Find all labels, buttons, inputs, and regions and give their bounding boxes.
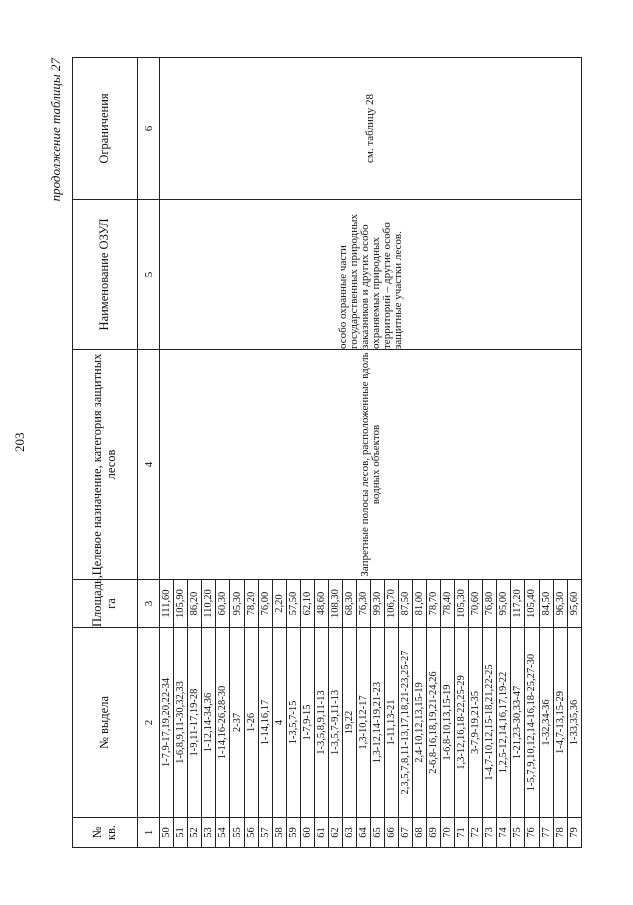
cell-kv: 65 — [370, 818, 384, 848]
cell-kv: 69 — [427, 818, 441, 848]
header-category: Целевое назначение, категория защитных лесов — [73, 350, 138, 580]
cell-vydel: 1-7,9-15 — [300, 628, 314, 818]
cell-vydel: 1-4,7-13,15-29 — [553, 628, 567, 818]
cell-area: 76,30 — [356, 580, 370, 628]
cell-vydel: 1-6,8-10,13,15-19 — [441, 628, 455, 818]
cell-area: 84,50 — [539, 580, 553, 628]
cell-vydel: 1,3-12,14-19,21-23 — [370, 628, 384, 818]
cell-kv: 54 — [216, 818, 230, 848]
cell-area: 48,60 — [314, 580, 328, 628]
cell-vydel: 19,22 — [342, 628, 356, 818]
cell-area: 70,60 — [469, 580, 483, 628]
header-area: Площадь, га — [73, 580, 138, 628]
cell-vydel: 2,3,5,7,8,11-13,17,18,21-23,25-27 — [399, 628, 413, 818]
cell-vydel: 1-5,7,9,10,12,14-16,18-25,27-30 — [525, 628, 539, 818]
cell-vydel: 1-26 — [244, 628, 258, 818]
cell-kv: 56 — [244, 818, 258, 848]
cell-kv: 64 — [356, 818, 370, 848]
cell-area: 76,80 — [483, 580, 497, 628]
cell-vydel: 1-3,5,8,9,11-13 — [314, 628, 328, 818]
column-number: 4 — [138, 350, 160, 580]
cell-kv: 67 — [399, 818, 413, 848]
limits-cell: см. таблицу 28 — [160, 58, 582, 200]
header-kv: № кв. — [73, 818, 138, 848]
cell-vydel: 1,2,5-12,14,16,17,19-22 — [497, 628, 511, 818]
column-number: 3 — [138, 580, 160, 628]
cell-area: 95,60 — [567, 580, 581, 628]
cell-area: 106,70 — [385, 580, 399, 628]
continuation-caption: продолжение таблицы 27 — [48, 58, 63, 202]
cell-area: 78,40 — [441, 580, 455, 628]
cell-area: 87,50 — [399, 580, 413, 628]
cell-area: 95,30 — [230, 580, 244, 628]
cell-vydel: 1-3,5,7-9,11-13 — [328, 628, 342, 818]
cell-kv: 51 — [174, 818, 188, 848]
column-number-row — [138, 58, 160, 848]
cell-area: 86,20 — [188, 580, 202, 628]
cell-area: 110,20 — [202, 580, 216, 628]
cell-kv: 60 — [300, 818, 314, 848]
cell-kv: 53 — [202, 818, 216, 848]
cell-area: 99,30 — [370, 580, 384, 628]
column-number: 6 — [138, 58, 160, 200]
cell-area: 78,20 — [244, 580, 258, 628]
column-number: 2 — [138, 628, 160, 818]
header-row — [73, 58, 138, 848]
cell-kv: 59 — [286, 818, 300, 848]
cell-area: 57,50 — [286, 580, 300, 628]
cell-vydel: 2-37 — [230, 628, 244, 818]
cell-kv: 77 — [539, 818, 553, 848]
cell-area: 2,20 — [272, 580, 286, 628]
cell-kv: 63 — [342, 818, 356, 848]
cell-vydel: 3-7,9-19,21-35 — [469, 628, 483, 818]
cell-kv: 73 — [483, 818, 497, 848]
cell-vydel: 2,4-10,12,13,15-19 — [413, 628, 427, 818]
cell-vydel: 1-9,11-17,19-28 — [188, 628, 202, 818]
cell-area: 76,00 — [258, 580, 272, 628]
cell-kv: 66 — [385, 818, 399, 848]
cell-area: 95,00 — [497, 580, 511, 628]
cell-vydel: 1-4,7-10,12,15-18,21,22-25 — [483, 628, 497, 818]
cell-kv: 52 — [188, 818, 202, 848]
column-number: 5 — [138, 200, 160, 350]
cell-area: 105,30 — [455, 580, 469, 628]
cell-vydel: 2-6,8-16,18,19,21-24,26 — [427, 628, 441, 818]
cell-vydel: 1-7,9-17,19,20,22-34 — [160, 628, 174, 818]
cell-kv: 57 — [258, 818, 272, 848]
cell-kv: 55 — [230, 818, 244, 848]
ozul-cell: особо охранные части государственных природных заказников и других особо охраняемых природных территорий – другие особо защитные участки лесов. — [160, 200, 582, 350]
header-limits: Ограничения — [73, 58, 138, 200]
cell-vydel: 1,3-10,12-17 — [356, 628, 370, 818]
cell-vydel: 1-33,35,36 — [567, 628, 581, 818]
cell-kv: 72 — [469, 818, 483, 848]
header-vydel: № выдела — [73, 628, 138, 818]
cell-vydel: 1,3-12,16,18-22,25-29 — [455, 628, 469, 818]
cell-kv: 76 — [525, 818, 539, 848]
cell-vydel: 4 — [272, 628, 286, 818]
cell-vydel: 1-6,8,9,11-30,32,33 — [174, 628, 188, 818]
cell-area: 81,00 — [413, 580, 427, 628]
category-cell: Запретные полосы лесов, расположенные вдоль водных объектов — [160, 350, 582, 580]
cell-kv: 62 — [328, 818, 342, 848]
cell-area: 68,30 — [342, 580, 356, 628]
cell-vydel: 1-32,34-36 — [539, 628, 553, 818]
cell-area: 117,20 — [511, 580, 525, 628]
cell-kv: 78 — [553, 818, 567, 848]
cell-kv: 58 — [272, 818, 286, 848]
rotated-page-content — [48, 58, 582, 848]
cell-kv: 50 — [160, 818, 174, 848]
cell-vydel: 1-12,14-34,36 — [202, 628, 216, 818]
forest-table — [72, 57, 582, 848]
cell-area: 105,40 — [525, 580, 539, 628]
cell-area: 78,70 — [427, 580, 441, 628]
cell-kv: 74 — [497, 818, 511, 848]
cell-kv: 68 — [413, 818, 427, 848]
cell-area: 108,30 — [328, 580, 342, 628]
cell-kv: 61 — [314, 818, 328, 848]
table-body — [138, 58, 582, 848]
cell-area: 60,30 — [216, 580, 230, 628]
table-row — [160, 58, 174, 848]
page-number: 203 — [12, 432, 27, 452]
cell-kv: 70 — [441, 818, 455, 848]
cell-area: 62,10 — [300, 580, 314, 628]
column-number: 1 — [138, 818, 160, 848]
cell-kv: 79 — [567, 818, 581, 848]
header-ozul: Наименование ОЗУЛ — [73, 200, 138, 350]
cell-area: 105,90 — [174, 580, 188, 628]
cell-vydel: 1-14,16,17 — [258, 628, 272, 818]
cell-area: 111,60 — [160, 580, 174, 628]
cell-vydel: 1-21,23-30,33-47 — [511, 628, 525, 818]
cell-vydel: 1-3,5,7-15 — [286, 628, 300, 818]
cell-area: 96,30 — [553, 580, 567, 628]
cell-kv: 75 — [511, 818, 525, 848]
cell-vydel: 1-11,13-21 — [385, 628, 399, 818]
cell-kv: 71 — [455, 818, 469, 848]
cell-vydel: 1-14,16-26,28-30 — [216, 628, 230, 818]
